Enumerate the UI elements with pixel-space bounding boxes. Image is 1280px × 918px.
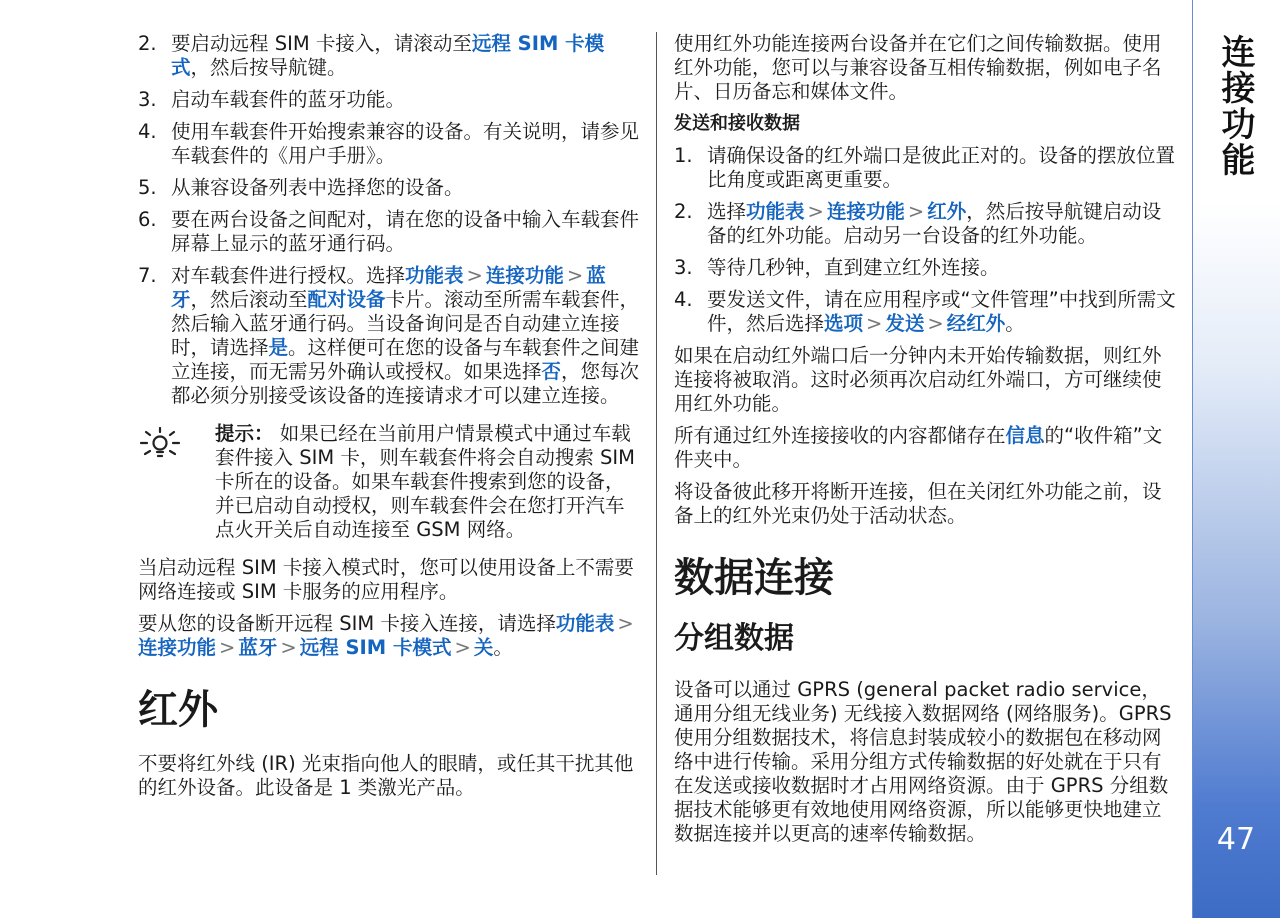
menu-path-separator: > xyxy=(927,312,944,335)
right-steps-list xyxy=(674,144,1180,336)
menu-path-link[interactable]: 蓝牙 xyxy=(171,264,606,311)
text-run: 从兼容设备列表中选择您的设备。 xyxy=(171,176,464,199)
text-run: 选择 xyxy=(707,200,747,223)
left-steps-list xyxy=(138,32,642,408)
step-item xyxy=(138,88,642,112)
menu-path-separator: > xyxy=(907,200,925,223)
text-run: 如果在启动红外端口后一分钟内未开始传输数据，则红外连接将被取消。这时必须再次启动红外端口，方可继续使用红外功能。 xyxy=(674,344,1162,415)
step-item xyxy=(674,144,1180,192)
step-number: 7. xyxy=(138,264,157,287)
text-run: 要从您的设备断开远程 SIM 卡接入连接，请选择 xyxy=(138,612,556,635)
text-run: 不要将红外线 (IR) 光束指向他人的眼睛，或任其干扰其他的红外设备。此设备是 1 类激光产品。 xyxy=(138,752,634,799)
menu-path-separator: > xyxy=(466,264,483,287)
text-run: 要在两台设备之间配对，请在您的设备中输入车载套件屏幕上显示的蓝牙通行码。 xyxy=(171,208,640,255)
text-run: ，您每次都必须分别接受该设备的连接请求才可以建立连接。 xyxy=(171,360,640,407)
menu-path-link[interactable]: 功能表 xyxy=(555,612,615,635)
tip-label: 提示： xyxy=(215,422,274,445)
menu-path-link[interactable]: 功能表 xyxy=(405,264,464,287)
step-item xyxy=(674,288,1180,336)
paragraph xyxy=(674,424,1180,472)
text-run: 将设备彼此移开将断开连接，但在关闭红外功能之前，设备上的红外光束仍处于活动状态。 xyxy=(674,480,1162,527)
infrared-warning xyxy=(138,752,642,800)
step-number: 4. xyxy=(138,120,157,143)
paragraph xyxy=(674,32,1180,104)
menu-path-link[interactable]: 远程 SIM 卡模式 xyxy=(171,32,605,79)
step-number: 2. xyxy=(674,200,693,223)
text-run: 。 xyxy=(493,636,513,659)
menu-path-separator: > xyxy=(617,612,634,635)
text-run: 设备可以通过 GPRS (general packet radio service，通用分组无线业务) 无线接入数据网络 (网络服务)。GPRS 使用分组数据技术，将信息封装成较小的数据包在移动网络中进行传输。采用分组方式传输数据的好处就在于只有在发送或接收数据时才占用网络资源。由于 GPRS 分组数据技术能够更有效地使用网络资源，所以能够更快地建立数据连接并以更高的速率传输数据。 xyxy=(674,678,1172,845)
menu-path-link[interactable]: 选项 xyxy=(824,312,864,335)
menu-path-separator: > xyxy=(866,312,883,335)
paragraph xyxy=(138,556,642,604)
menu-path-link[interactable]: 关 xyxy=(473,636,494,659)
chapter-title: 连接功能 xyxy=(1215,34,1255,178)
paragraph xyxy=(674,678,1180,846)
menu-path-link[interactable]: 连接功能 xyxy=(826,200,905,223)
text-run: 使用车载套件开始搜索兼容的设备。有关说明，请参见车载套件的《用户手册》。 xyxy=(171,120,640,167)
text-run: 要启动远程 SIM 卡接入，请滚动至 xyxy=(171,32,472,55)
menu-path-separator: > xyxy=(807,200,824,223)
subheading-send-receive: 发送和接收数据 xyxy=(674,113,800,134)
text-run: 卡片。滚动至所需车载套件，然后输入蓝牙通行码。当设备询问是否自动建立连接时，请选择 xyxy=(171,288,640,359)
tip-text: 如果已经在当前用户情景模式中通过车载套件接入 SIM 卡，则车载套件将会自动搜索 SIM 卡所在的设备。如果车载套件搜索到您的设备，并已启动自动授权，则车载套件会在您打开汽车点火开关后自动连接至 GSM 网络。 xyxy=(215,422,636,541)
text-run: 要发送文件，请在应用程序或“文件管理”中找到所需文件，然后选择 xyxy=(707,288,1176,335)
step-item xyxy=(138,176,642,200)
menu-path-link[interactable]: 蓝牙 xyxy=(238,636,278,659)
text-run: 请确保设备的红外端口是彼此正对的。设备的摆放位置比角度或距离更重要。 xyxy=(707,144,1176,191)
step-number: 3. xyxy=(138,88,157,111)
menu-path-link[interactable]: 否 xyxy=(541,360,562,383)
step-number: 3. xyxy=(674,256,693,279)
step-number: 1. xyxy=(674,144,693,167)
text-run: 。 xyxy=(1005,312,1025,335)
menu-path-link[interactable]: 功能表 xyxy=(746,200,805,223)
packet-data-paragraph xyxy=(674,678,1180,846)
step-item xyxy=(674,256,1180,280)
step-item xyxy=(138,264,642,408)
text-run: 等待几秒钟，直到建立红外连接。 xyxy=(707,256,1000,279)
column-divider xyxy=(656,32,657,875)
text-run: 对车载套件进行授权。选择 xyxy=(171,264,406,287)
paragraph xyxy=(138,612,642,660)
menu-path-link[interactable]: 红外 xyxy=(927,200,967,223)
step-number: 2. xyxy=(138,32,157,55)
menu-path-link[interactable]: 远程 SIM 卡模式 xyxy=(299,636,452,659)
text-run: 的“收件箱”文件夹中。 xyxy=(674,424,1163,471)
left-paragraphs xyxy=(138,556,642,660)
tip-box xyxy=(138,422,642,542)
text-run: 当启动远程 SIM 卡接入模式时，您可以使用设备上不需要网络连接或 SIM 卡服务的应用程序。 xyxy=(138,556,634,603)
paragraph xyxy=(674,344,1180,416)
text-run: 。这样便可在您的设备与车载套件之间建立连接，而无需另外确认或授权。如果选择 xyxy=(171,336,640,383)
text-run: 启动车载套件的蓝牙功能。 xyxy=(171,88,406,111)
step-number: 6. xyxy=(138,208,157,231)
menu-path-separator: > xyxy=(280,636,297,659)
step-item xyxy=(674,200,1180,248)
step-number: 5. xyxy=(138,176,157,199)
step-item xyxy=(138,32,642,80)
subheading-packet-data: 分组数据 xyxy=(674,621,794,656)
menu-path-link[interactable]: 是 xyxy=(268,336,289,359)
text-run: 所有通过红外连接接收的内容都储存在 xyxy=(674,424,1006,447)
left-column xyxy=(138,32,642,808)
menu-path-link[interactable]: 发送 xyxy=(885,312,925,335)
section-heading-data-connection: 数据连接 xyxy=(674,555,834,601)
right-paragraphs xyxy=(674,344,1180,528)
menu-path-separator: > xyxy=(566,264,584,287)
menu-path-link[interactable]: 连接功能 xyxy=(485,264,564,287)
step-item xyxy=(138,120,642,168)
paragraph xyxy=(138,752,642,800)
menu-path-link[interactable]: 信息 xyxy=(1005,424,1045,447)
text-run: 使用红外功能连接两台设备并在它们之间传输数据。使用红外功能，您可以与兼容设备互相传输数据，例如电子名片、日历备忘和媒体文件。 xyxy=(674,32,1162,103)
menu-path-link[interactable]: 经红外 xyxy=(946,312,1006,335)
menu-path-separator: > xyxy=(454,636,471,659)
text-run: ，然后按导航键启动设备的红外功能。启动另一台设备的红外功能。 xyxy=(707,200,1162,247)
menu-path-separator: > xyxy=(219,636,236,659)
infrared-intro xyxy=(674,32,1180,104)
page-number: 47 xyxy=(1216,822,1256,857)
text-run: ，然后滚动至 xyxy=(190,288,308,311)
menu-path-link[interactable]: 配对设备 xyxy=(307,288,386,311)
step-item xyxy=(138,208,642,256)
lightbulb-tip-icon xyxy=(138,426,182,468)
menu-path-link[interactable]: 连接功能 xyxy=(138,636,217,659)
step-number: 4. xyxy=(674,288,693,311)
text-run: ，然后按导航键。 xyxy=(190,56,347,79)
paragraph xyxy=(674,480,1180,528)
section-heading-infrared: 红外 xyxy=(138,687,218,733)
right-column xyxy=(674,32,1180,854)
